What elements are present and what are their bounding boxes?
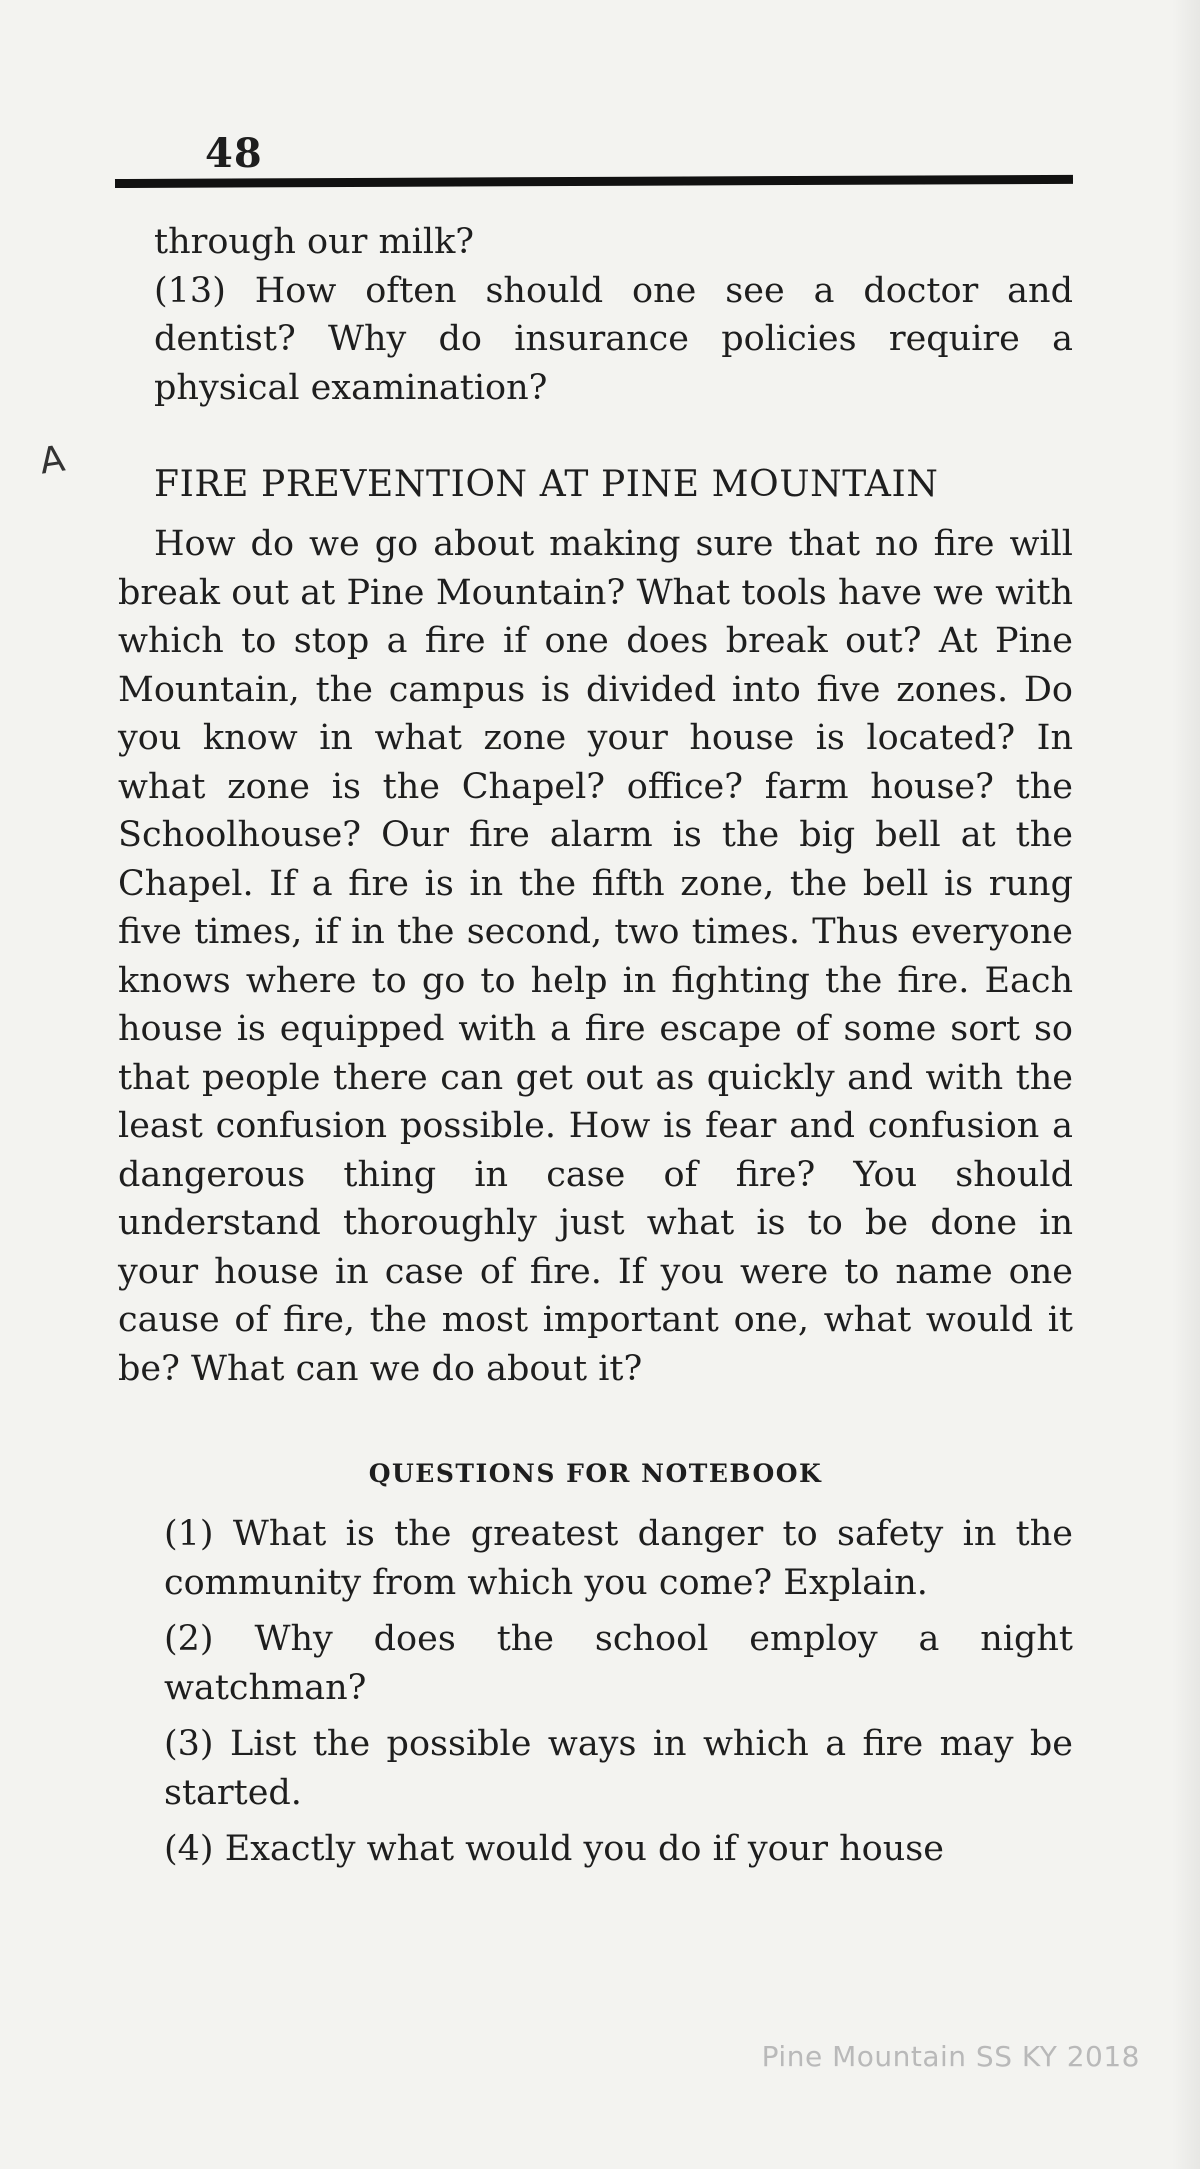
page-number: 48	[205, 130, 263, 177]
section-title: FIRE PREVENTION AT PINE MOUNTAIN	[154, 464, 939, 505]
page-edge-shadow	[1172, 0, 1200, 2169]
questions-heading: QUESTIONS FOR NOTEBOOK	[368, 1459, 823, 1488]
question-item: (4) Exactly what would you do if your house	[164, 1829, 944, 1869]
question-13: (13) How often should one see a doctor and dentist? Why do insurance policies require a physical examination?	[154, 270, 1073, 408]
page-content	[118, 218, 1073, 1882]
watermark: Pine Mountain SS KY 2018	[761, 2040, 1140, 2073]
continued-question-text: through our milk?	[154, 222, 475, 262]
handwritten-margin-mark: A	[37, 438, 68, 483]
question-item: (3) List the possible ways in which a fire may be started.	[164, 1724, 1073, 1813]
question-item: (1) What is the greatest danger to safety in the community from which you come? Explain.	[164, 1514, 1073, 1603]
section-body: How do we go about making sure that no fire will break out at Pine Mountain? What tools have we with which to stop a fire if one does break out? At Pine Mountain, the campus is divided into five zones. Do you know in what zone your house is located? In what zone is the Chapel? office? farm house? the Schoolhouse? Our fire alarm is the big bell at the Chapel. If a fire is in the fifth zone, the bell is rung five times, if in the second, two times. Thus everyone knows where to go to help in fighting the fire. Each house is equipped with a fire escape of some sort so that people there can get out as quickly and with the least confusion possible. How is fear and confusion a dangerous thing in case of fire? You should understand thoroughly just what is to be done in your house in case of fire. If you were to name one cause of fire, the most important one, what would it be? What can we do about it?	[118, 524, 1073, 1389]
questions-list	[118, 1510, 1073, 1874]
question-item: (2) Why does the school employ a night watchman?	[164, 1619, 1073, 1708]
